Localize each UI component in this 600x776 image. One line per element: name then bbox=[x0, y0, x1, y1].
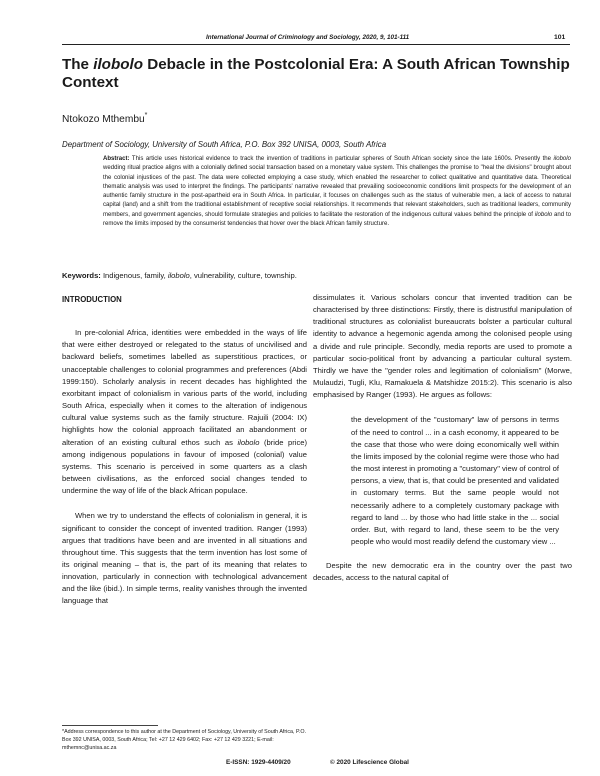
page-number: 101 bbox=[554, 34, 566, 41]
footer-issn: E-ISSN: 1929-4409/20 bbox=[226, 759, 291, 766]
body-paragraph bbox=[62, 327, 307, 497]
paragraph-text: (bride price) among indigenous populations in favour of imposed (colonial) value systems. This scenario is perceived in some quarters as a clash between civilisations, as the enforced social changes tended to undermine the way of life of the black African populace. bbox=[62, 437, 308, 496]
abstract-italic: ilobolo bbox=[553, 156, 571, 162]
body-paragraph: dissimulates it. Various scholars concur that invented tradition can be characterised by three distinctions: Firstly, there is distrustful manipulation of traditional structures as colonialist bureaucrats bolster a particular cultural identity to advance a hegemonic agenda among the colonised people using a divide and rule principle. Secondly, media reports are used to promote a particular socio-political front by advancing a particular cultural system. Thirdly we have the "gender roles and legitimation of colonialism" (Morwe, Mulaudzi, Tugli, Klu, Ramakuela & Matshidze 2015:2). This scenario is also emphasised by Ranger (1993). He argues as follows: bbox=[313, 293, 572, 400]
keywords-italic: ilobolo bbox=[167, 271, 190, 280]
title-prefix: The bbox=[62, 56, 94, 73]
title-suffix: Debacle in the Postcolonial Era: A South African Township Context bbox=[62, 56, 570, 91]
body-column-left bbox=[62, 294, 307, 608]
author-line bbox=[62, 112, 147, 125]
author-marker: * bbox=[144, 112, 148, 119]
author-name: Ntokozo Mthembu bbox=[62, 114, 145, 125]
paragraph-text: In pre-colonial Africa, identities were embedded in the ways of life that were either destroyed or relegated to the status of uncivilised and backward beliefs, sometimes labelled as superstitious practices, or unacceptable challenges to colonial programmes and preferences (Abdi 1999:150). Scholarly analysis in recent decades has highlighted the exorbitant impact of colonialism in various parts of the world, including South Africa, especially when it comes to the alteration of indigenous cultural value systems such as the family structure. Rajuili (2004: IX) highlights how the colonial approach facilitated an abandonment or alteration of an existing cultural ethos such as bbox=[62, 328, 307, 447]
keywords-text: Indigenous, family, bbox=[100, 271, 168, 280]
keywords bbox=[62, 271, 572, 280]
abstract-label: Abstract: bbox=[103, 156, 130, 162]
abstract-text: and to remove the limits imposed by the consumerist tendencies that hover over the black African family structure. bbox=[103, 211, 571, 228]
block-quote: the development of the "customary" law of persons in terms of the need to control ... in a cash economy, it appeared to be the case that those who were doing economically well within the limits imposed by the colonial regime were those who had the most interest in promoting a "customary" view of control of persons, a view, that is, that could be presented and validated in customary terms. But the same people would not necessarily adhere to a completely customary package with regard to land ... by those who had little stake in the ... social order. But, with regard to land, these seem to be the very people who would most readily defend the customary view ... bbox=[351, 415, 559, 546]
title-italic-word: ilobolo bbox=[93, 56, 144, 73]
abstract-text: wedding ritual practice aligns with a colonially defined social transaction based on a monetary value system. This challenges the promise to "heal the divisions" brought about the colonial injustices of the past. The data were collected employing a case study, which enabled the researcher to collect qualitative and quantitative data. Theoretical thematic analysis was used to interpret the findings. The participants' narrative revealed that prevailing socioeconomic conditions limit prospects for the development of an authentic family structure in the post-apartheid era in South Africa. In particular, it focuses on challenges such as the status of vulnerable men, a lack of access to natural capital (land) and a shift from the traditional establishment of receptive social relationships. It recommends that relevant stakeholders, such as traditional leaders, community members, and government agencies, should formulate strategies and policies to facilitate the restoration of the indigenous cultural values behind the principle of bbox=[103, 165, 571, 218]
article-title bbox=[62, 56, 572, 92]
body-paragraph: When we try to understand the effects of colonialism in general, it is significant to consider the concept of invented tradition. Ranger (1993) argues that traditions have been and are invented in all situations and throughout time. This suggests that the term invention has lost some of its original meaning – that is, the part of its meaning that relates to innovation, particularly in connection with technological advancement and the like (ibid.). In simple terms, reality vanishes through the invented language that bbox=[62, 511, 307, 606]
header-divider bbox=[62, 44, 570, 45]
journal-header: International Journal of Criminology and Sociology, 2020, 9, 101-111 bbox=[206, 34, 410, 41]
keywords-label: Keywords: bbox=[62, 271, 101, 280]
abstract-italic: ilobolo bbox=[534, 211, 553, 218]
paragraph-italic: ilobolo bbox=[237, 437, 260, 447]
abstract bbox=[103, 155, 571, 229]
footnote-divider bbox=[62, 725, 158, 726]
paragraph-gap bbox=[62, 497, 307, 510]
section-heading: INTRODUCTION bbox=[62, 295, 122, 304]
body-paragraph: Despite the new democratic era in the country over the past two decades, access to the natural capital of bbox=[313, 561, 572, 583]
abstract-text: This article uses historical evidence to track the invention of traditions in particular spheres of South African society since the late 1600s. Presently the bbox=[129, 156, 554, 162]
affiliation: Department of Sociology, University of South Africa, P.O. Box 392 UNISA, 0003, South Africa bbox=[62, 140, 387, 149]
footer-publisher: © 2020 Lifescience Global bbox=[330, 759, 409, 766]
body-column-right bbox=[313, 292, 572, 584]
keywords-text: , vulnerability, culture, township. bbox=[189, 271, 297, 280]
footnote: *Address correspondence to this author at the Department of Sociology, University of South Africa, P.O. Box 392 UNISA, 0003, South Africa; Tel: +27 12 429 6402; Fax: +27 12 429 3221; E-mail: mthemnc@unisa.ac.za bbox=[62, 729, 306, 751]
